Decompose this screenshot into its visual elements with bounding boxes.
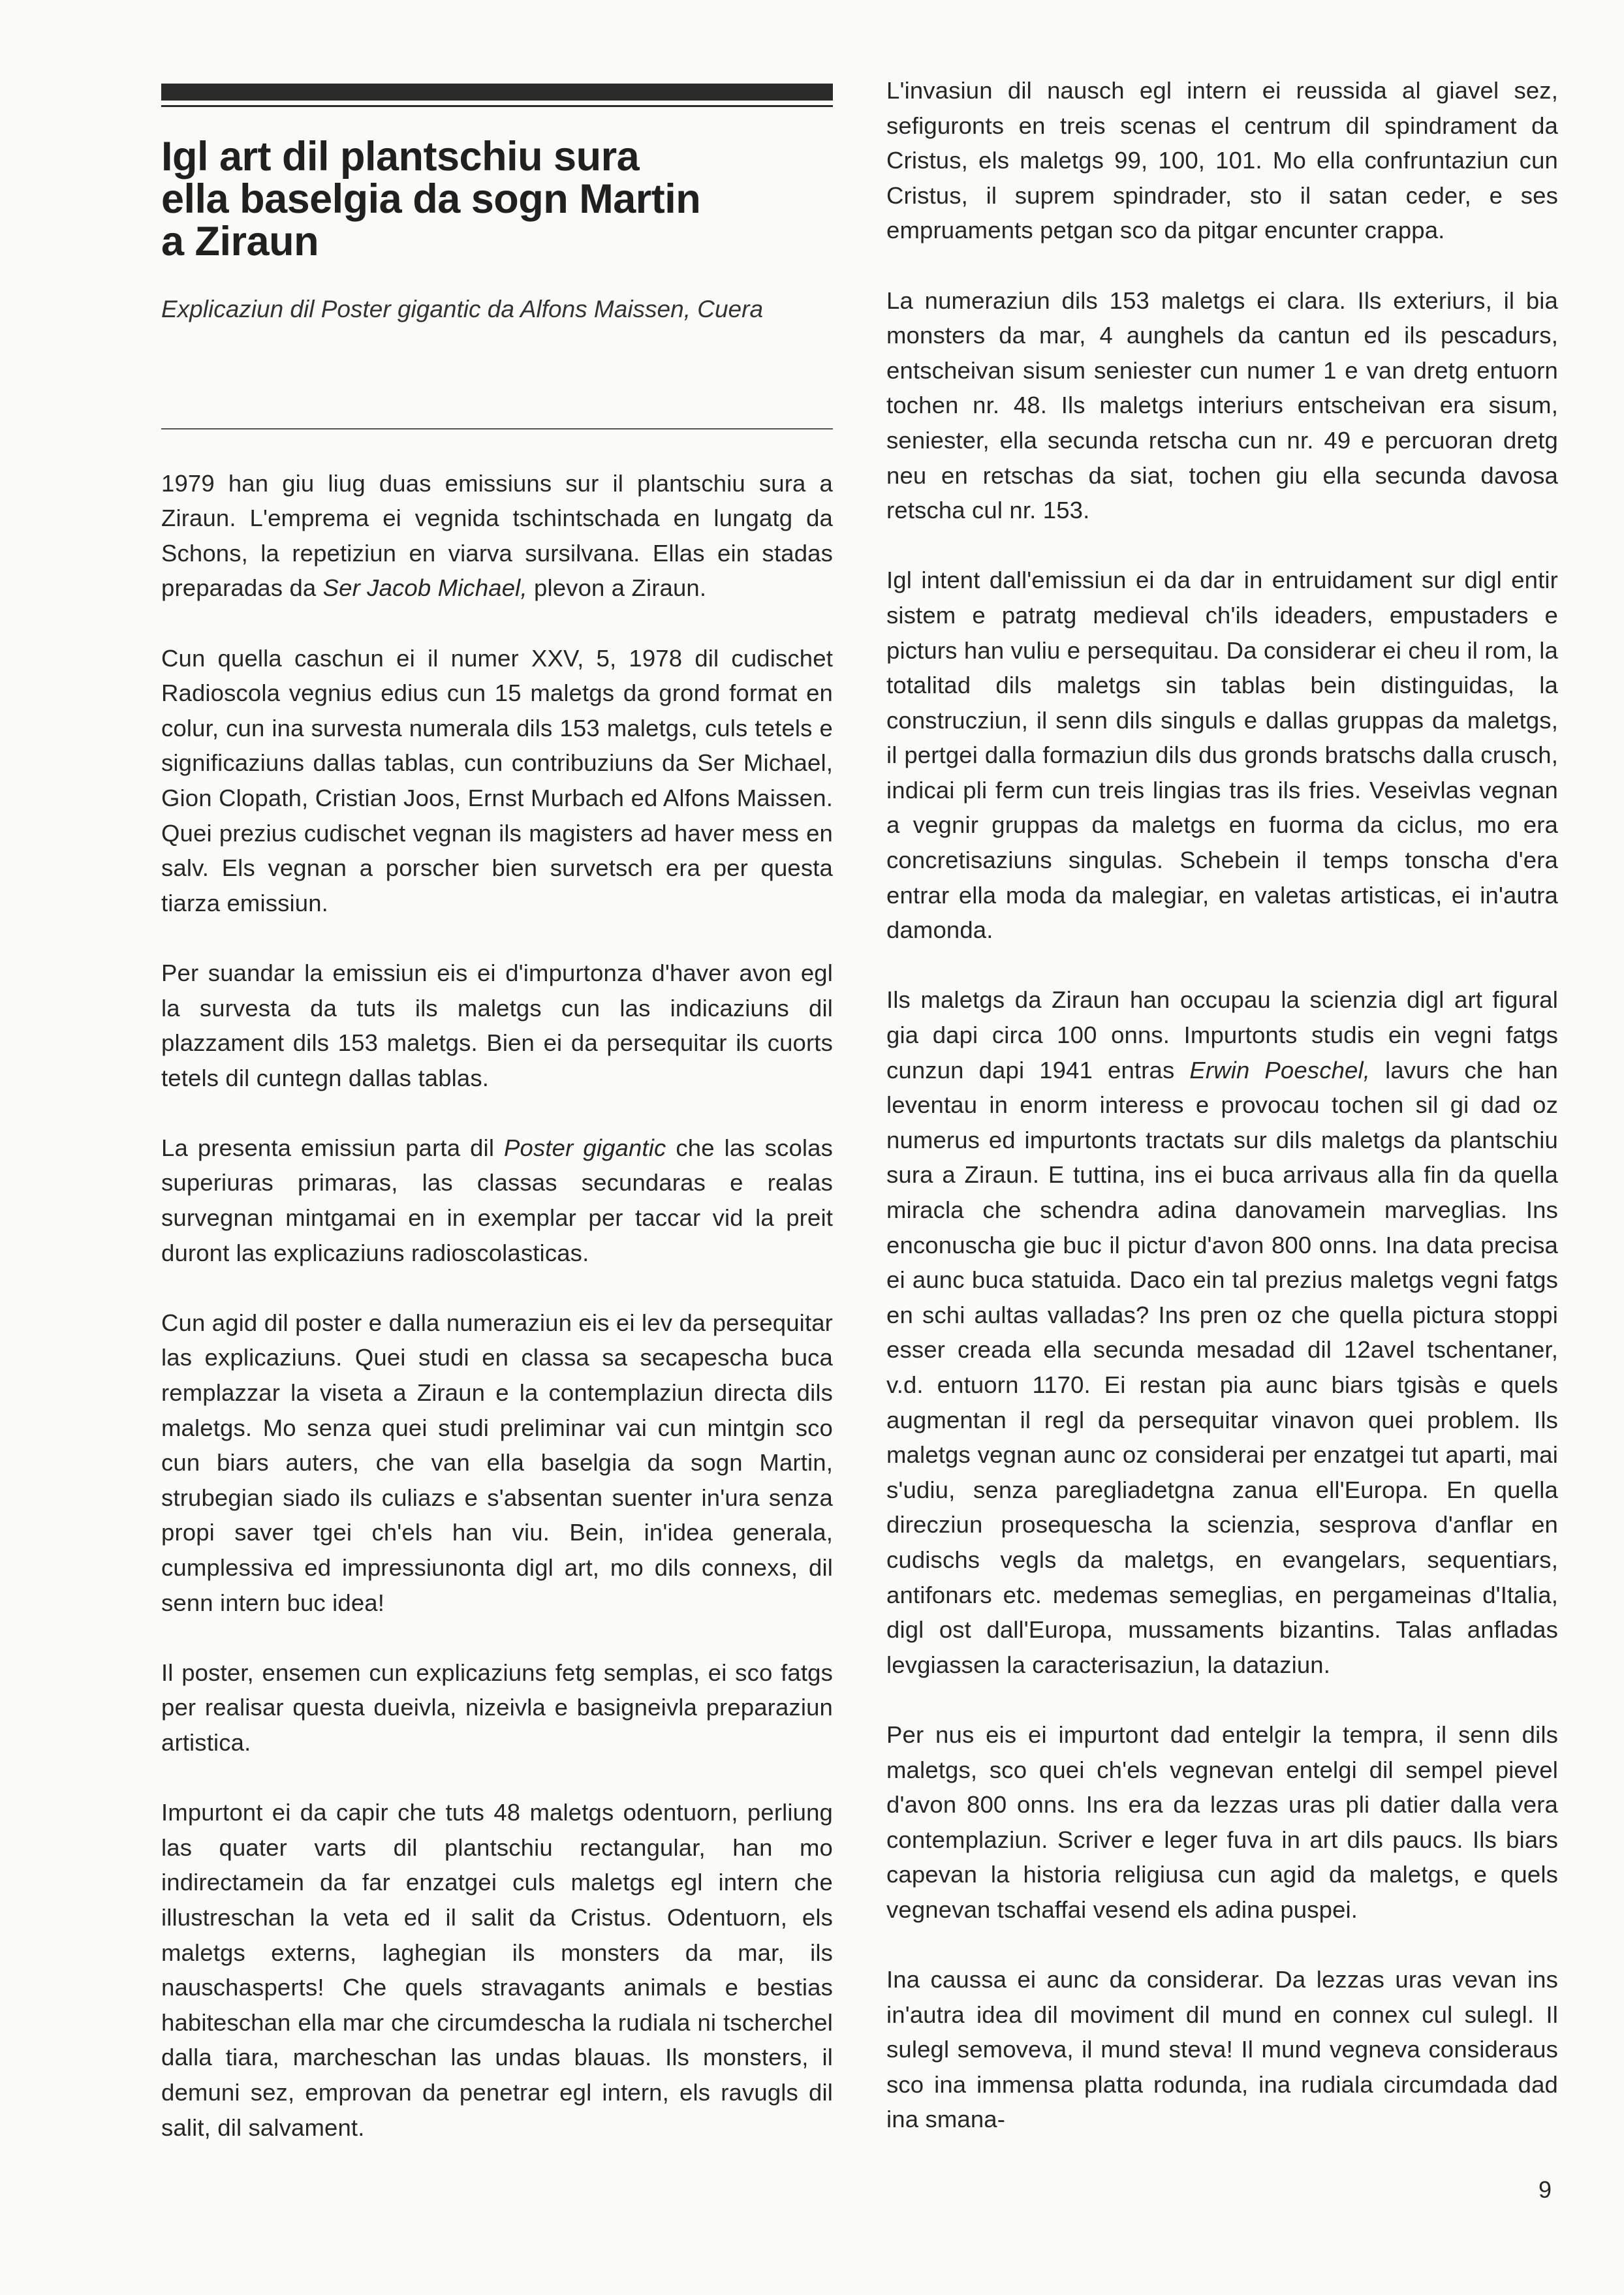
paragraph: La numeraziun dils 153 maletgs ei clara. Ils exteriurs, il bia monsters da mar, 4 aunghels da cantun ed ils pescadurs, entscheivan sisum seniester cun numer 1 e van dretg entuorn tochen nr. 48. Ils maletgs interiurs entscheivan era sisum, seniester, ella secunda retscha cun nr. 49 e percuoran dretg neu en retschas da siat, tochen giu ella secunda davosa retscha cul nr. 153. [886,287,1558,524]
paragraph: Ina caussa ei aunc da considerar. Da lezzas uras vevan ins in'autra idea dil moviment dil mund en connex cul sulegl. Il sulegl semoveva, il mund steva! Il mund vegneva consideraus sco ina immensa platta rodunda, ina rudiala circumdada dad ina smana- [886,1966,1558,2133]
text-run: lavurs che han leventau in enorm interess e provocau tochen sil gi dad oz numerus ed impurtonts tractats sur dils maletgs da plantschiu sura a Ziraun. E tuttina, ins ei buca arrivaus alla fin da quella miracla che schendra adina danovamein marveglias. Ins enconuscha gie buc il pictur d'avon 800 onns. Ina data precisa ei aunc buca statuida. Daco ein tal prezius maletgs vegni fatgs en schi aultas valladas? Ins pren oz che quella pictura stoppi esser creada ella secunda mesadad dil 12avel tschentaner, v.d. entuorn 1170. Ei restan pia aunc biars tgisàs e quels augmentan il regl da persequitar vinavon quei problem. Ils maletgs vegnan aunc oz considerai per enzatgei tut aparti, mai s'udiu, senza paregliadetgna zanua ell'Europa. En quella direcziun prosequescha la scienzia, sesprova d'anflar en cudischs vegls da maletgs, en evangelars, sequentiars, antifonars etc. medemas semeglias, en pergameinas d'Italia, digl ost dall'Europa, mussaments bizantins. Talas anfladas levgiassen la caracterisaziun, la dataziun. [886,1056,1558,1678]
article-title [161,136,833,263]
emphasis-text: Poster gigantic [504,1134,666,1161]
header-rule [161,105,833,107]
paragraph: L'invasiun dil nausch egl intern ei reussida al giavel sez, sefiguronts en treis scenas el centrum dil spindrament da Cristus, els maletgs 99, 100, 101. Mo ella confruntaziun cun Cristus, il suprem spindrader, sto il satan ceder, e ses empruaments petgan sco da pitgar encunter crappa. [886,77,1558,244]
text-run: La presenta emissiun parta dil [161,1134,505,1161]
text-run: 1979 han giu liug duas emissiuns sur il plantschiu sura a Ziraun. L'emprema ei vegnida tschintschada en lungatg da Schons, la repetiziun en viarva sursilvana. Ellas ein stadas preparadas da [161,469,833,602]
paragraph: Igl intent dall'emissiun ei da dar in entruidament sur digl entir sistem e patratg medieval ch'ils ideaders, empustaders e picturs han vuliu e persequitau. Da considerar ei cheu il rom, la totalitad dils maletgs sin tablas bein distinguidas, la construcziun, il senn dils singuls e dallas gruppas da maletgs, il pertgei dalla formaziun dils dus gronds bratschs dalla crusch, indicai pli ferm cun treis lingias tras ils fries. Veseivlas vegnan a vegnir gruppas da maletgs en fuorma da ciclus, mo era concretisaziuns singulas. Schebein il temps tonscha d'era entrar ella moda da malegiar, en valetas artisticas, ei in'autra damonda. [886,567,1558,944]
title-line-1: Igl art dil plantschiu sura [161,134,640,180]
emphasis-text: Ser Jacob Michael, [322,574,527,602]
paragraph: Cun agid dil poster e dalla numeraziun eis ei lev da persequitar las explicaziuns. Quei studi en classa sa secapescha buca remplazzar la viseta a Ziraun e la contemplaziun directa dils maletgs. Mo senza quei studi preliminar vai cun mintgin sco cun biars auters, che van ella baselgia da sogn Martin, strubegian siado ils culiazs e s'absentan suenter in'ura senza propi saver tgei ch'els han viu. Bein, in'idea generala, cumplessiva ed impressiunonta digl art, mo dils connexs, dil senn intern buc idea! [161,1309,833,1616]
right-column [886,73,1558,2137]
header-bar [161,84,833,101]
paragraph: Il poster, ensemen cun explicaziuns fetg semplas, ei sco fatgs per realisar questa dueivla, nizeivla e basigneivla preparaziun artistica. [161,1659,833,1756]
paragraph: Impurtont ei da capir che tuts 48 maletgs odentuorn, perliung las quater varts dil plantschiu rectangular, han mo indirectamein da far enzatgei culs maletgs egl intern che illustreschan la veta ed il salit da Cristus. Odentuorn, els maletgs externs, laghegian ils monsters da mar, ils nauschasperts! Che quels stravagants animals e bestias habiteschan ella mar che circumdescha la rudiala ni tscherchel dalla tiara, marcheschan las undas blauas. Ils monsters, il demuni sez, emprovan da penetrar egl intern, els ravugls dil salit, dil salvament. [161,1799,833,2141]
text-run: plevon a Ziraun. [527,574,707,602]
text-run: Ils maletgs da Ziraun han occupau la scienzia digl art figural gia dapi circa 100 onns. Impurtonts studis ein vegni fatgs cunzun dapi 1941 entras [886,986,1558,1084]
paragraph: Per suandar la emissiun eis ei d'impurtonza d'haver avon egl la survesta da tuts ils maletgs cun las indicaziuns dil plazzament dils 153 maletgs. Bien ei da persequitar ils cuorts tetels dil cuntegn dallas tablas. [161,959,833,1091]
paragraph [161,466,833,606]
emphasis-text: Erwin Poeschel, [1189,1056,1371,1084]
title-line-3: a Ziraun [161,219,319,264]
subtitle-divider [161,428,833,429]
article-subtitle: Explicaziun dil Poster gigantic da Alfons Maissen, Cuera [161,296,764,322]
left-column [161,73,833,2145]
text-run: che las scolas superiuras primaras, las classas secundaras e realas survegnan mintgamai en in exemplar per taccar vid la preit duront las explicaziuns radioscolasticas. [161,1134,834,1266]
page-number: 9 [1538,2176,1552,2203]
paragraph [886,982,1558,1682]
title-line-2: ella baselgia da sogn Martin [161,176,701,222]
paragraph: Per nus eis ei impurtont dad entelgir la tempra, il senn dils maletgs, sco quei ch'els vegnevan entelgi dil sempel pievel d'avon 800 onns. Ins era da lezzas uras pli datier dalla vera contemplaziun. Scriver e leger fuva in art dils paucs. Ils biars capevan la historia religiusa cun agid da maletgs, e quels vegnevan tschaffai vesend els adina puspei. [886,1721,1558,1923]
paragraph: Cun quella caschun ei il numer XXV, 5, 1978 dil cudischet Radioscola vegnius edius cun 15 maletgs da grond format en colur, cun ina survesta numerala dils 153 maletgs, culs tetels e significaziuns dallas tablas, cun contribuziuns da Ser Michael, Gion Clopath, Cristian Joos, Ernst Murbach ed Alfons Maissen. Quei prezius cudischet vegnan ils magisters ad haver mess en salv. Els vegnan a porscher bien survetsch era per questa tiarza emissiun. [161,644,833,916]
paragraph [161,1131,833,1270]
